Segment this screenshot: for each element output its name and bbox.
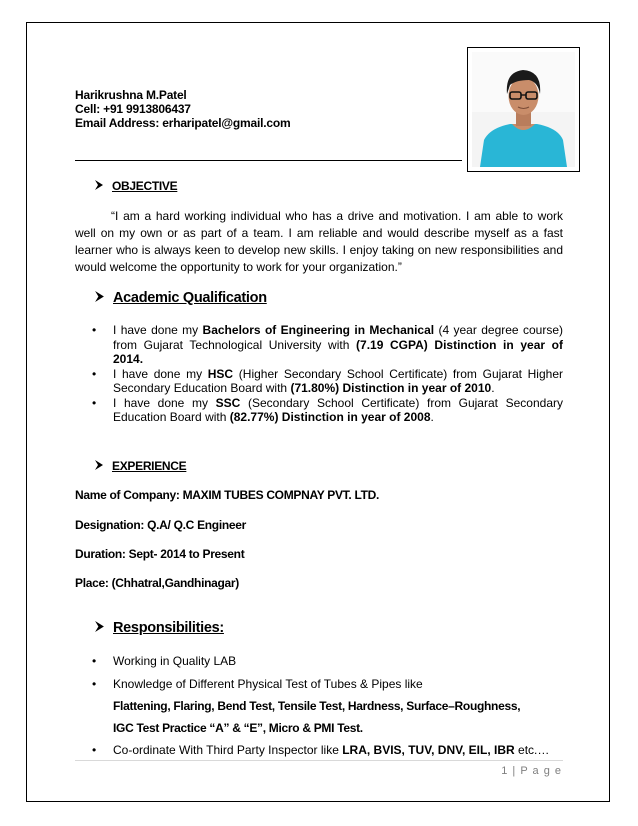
cell-number: Cell: +91 9913806437 (75, 102, 191, 116)
list-item: • Co-ordinate With Third Party Inspector like LRA, BVIS, TUV, DNV, EIL, IBR etc.… (92, 743, 550, 757)
footer-divider (75, 760, 563, 761)
bullet-dot-icon: • (92, 366, 97, 381)
page-number: 1 | P a g e (501, 765, 562, 777)
arrow-bullet-icon (94, 179, 104, 193)
list-item: • I have done my SSC (Secondary School Certificate) from Gujarat Secondary Education Board with (82.77%) Distinction in year of 2008. (92, 395, 563, 424)
duration: Duration: Sept- 2014 to Present (75, 547, 245, 561)
academic-heading: Academic Qualification (94, 290, 267, 306)
tests-line-1: Flattening, Flaring, Bend Test, Tensile Test, Hardness, Surface–Roughness, (113, 699, 521, 713)
contact-block (75, 88, 290, 130)
header-divider (75, 160, 462, 161)
profile-photo (472, 52, 575, 167)
objective-text: “I am a hard working individual who has a drive and motivation. I am able to work well on my own or as part of a team. I am reliable and would describe myself as a fast learner who is always keen to develop new skills. I enjoy taking on new responsibilities and would welcome the opportunity to work for your organization.” (75, 209, 563, 274)
academic-list (75, 323, 563, 425)
profile-photo-frame (467, 47, 580, 172)
place: Place: (Chhatral,Gandhinagar) (75, 576, 239, 590)
list-item: • Knowledge of Different Physical Test of Tubes & Pipes like (92, 677, 423, 691)
experience-heading: EXPERIENCE (94, 459, 186, 473)
bullet-dot-icon: • (92, 395, 97, 410)
list-item: • I have done my HSC (Higher Secondary School Certificate) from Gujarat Higher Secondary Education Board with (71.80%) Distinction in year of 2010. (92, 366, 563, 395)
tests-line-2: IGC Test Practice “A” & “E”, Micro & PMI Test. (113, 721, 363, 735)
responsibilities-list-3 (75, 743, 563, 758)
bullet-dot-icon: • (92, 323, 97, 337)
designation: Designation: Q.A/ Q.C Engineer (75, 518, 247, 532)
list-item: • Working in Quality LAB (92, 654, 237, 668)
arrow-bullet-icon (94, 290, 105, 306)
responsibilities-heading: Responsibilities: (94, 620, 224, 636)
arrow-bullet-icon (94, 459, 104, 473)
candidate-name: Harikrushna M.Patel (75, 88, 187, 102)
company-name: Name of Company: MAXIM TUBES COMPNAY PVT. LTD. (75, 488, 380, 502)
bullet-dot-icon: • (92, 677, 97, 691)
responsibilities-list-2 (75, 677, 563, 692)
list-item: • I have done my Bachelors of Engineering in Mechanical (4 year degree course) from Gujarat Technological University with (7.19 CGPA) Distinction in year of 2014. (92, 323, 563, 366)
objective-heading: OBJECTIVE (94, 179, 177, 193)
bullet-dot-icon: • (92, 743, 97, 757)
arrow-bullet-icon (94, 620, 105, 636)
email-address: Email Address: erharipatel@gmail.com (75, 116, 291, 130)
bullet-dot-icon: • (92, 654, 97, 668)
responsibilities-list-1 (75, 654, 563, 669)
